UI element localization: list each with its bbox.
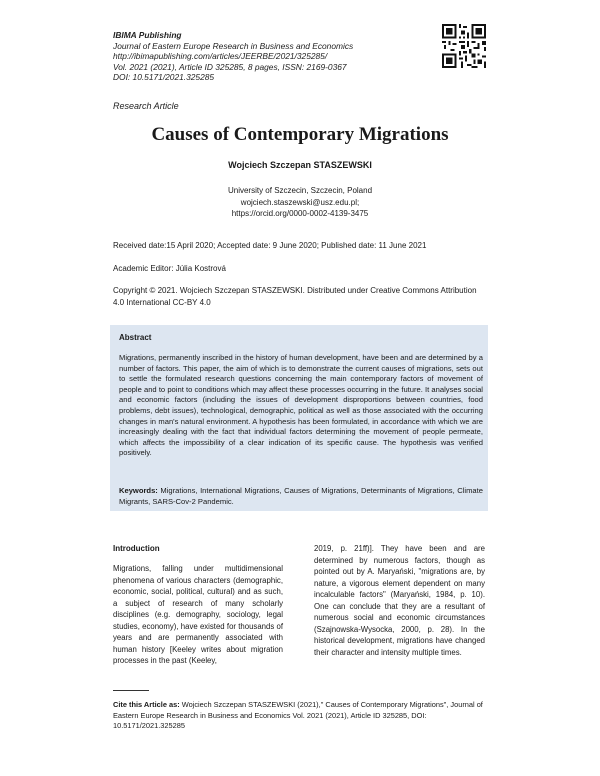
author-orcid[interactable]: https://orcid.org/0000-0002-4139-3475 <box>231 209 369 218</box>
introduction-column-1: Migrations, falling under multidimensional phenomena of various characters (demographic, economic, social, political, cultural) and as such, a subject of research of many scholarly disciplines (e.g. demography, sociology, legal studies, economy), have existed for thousands of years and are permanently associated with human history [Keeley writes about migration processes in the past (Keeley, <box>113 564 283 665</box>
introduction-heading: Introduction <box>113 544 160 553</box>
publisher-name: IBIMA Publishing <box>113 30 182 40</box>
article-url[interactable]: http://ibimapublishing.com/articles/JEERBE/2021/325285/ <box>113 51 328 62</box>
abstract-text: Migrations, permanently inscribed in the history of human development, have been and are determined by a number of factors. This paper, the aim of which is to demonstrate the current causes of migrations, sets out to settle the formulated research questions concerning the main contemporary factors of movement of people and to point to conditions which may affect these processes occurring in the future. It analyses social and economic factors (including the issues of development disproportions between countries, food problems, debt issues), technological, demographic, political as well as those associated with the occurring changes in man's natural environment. A hypothesis has been formulated, in accordance with which we are increasingly dealing with the fact that individual factors determining the movement of people permeate, which affects the impossibility of a clear indication of its specific cause. The hypothesis was verified positively. <box>119 353 483 458</box>
doi: DOI: 10.5171/2021.325285 <box>113 72 215 83</box>
keywords-list: Migrations, International Migrations, Causes of Migrations, Determinants of Migrations, Climate Migrants, SARS-Cov-2 Pandemic. <box>119 486 483 506</box>
abstract-heading: Abstract <box>119 333 152 342</box>
footnote-divider <box>113 690 149 691</box>
citation <box>113 700 488 732</box>
journal-header <box>113 30 443 83</box>
article-type: Research Article <box>113 101 179 111</box>
citation-label: Cite this Article as: <box>113 700 180 709</box>
publication-dates: Received date:15 April 2020; Accepted date: 9 June 2020; Published date: 11 June 2021 <box>113 241 427 250</box>
keywords-label: Keywords: <box>119 486 158 495</box>
author-affiliation <box>0 185 600 220</box>
citation-text: Wojciech Szczepan STASZEWSKI (2021)," Causes of Contemporary Migrations", Journal of Eastern Europe Research in Business and Economics Vol. 2021 (2021), Article ID 325285, DOI: 10.5171/2021.325285 <box>113 700 483 730</box>
keywords <box>119 486 483 507</box>
introduction-column-2: 2019, p. 21ff)]. They have been and are determined by numerous factors, though as pointed out by A. Maryański, "migrations are, by nature, a vigorous element dependent on many incalculable factors" (Maryański, 1984, p. 10). One can conclude that they are a resultant of numerous social and economic circumstances (Szajnowska-Wysocka, 2000, p. 28). In the historical development, migrations have changed their character and intensity multiple times. <box>314 544 485 657</box>
author-email[interactable]: wojciech.staszewski@usz.edu.pl; <box>240 197 360 207</box>
copyright-notice: Copyright © 2021. Wojciech Szczepan STASZEWSKI. Distributed under Creative Commons Attribution 4.0 International CC-BY 4.0 <box>113 286 477 307</box>
volume-info: Vol. 2021 (2021), Article ID 325285, 8 pages, ISSN: 2169-0367 <box>113 61 347 72</box>
author-name: Wojciech Szczepan STASZEWSKI <box>228 160 372 170</box>
affiliation-university: University of Szczecin, Szczecin, Poland <box>227 186 373 195</box>
article-title: Causes of Contemporary Migrations <box>151 124 449 145</box>
academic-editor: Academic Editor: Júlia Kostrová <box>113 264 226 273</box>
qr-code-icon <box>442 24 486 68</box>
journal-name: Journal of Eastern Europe Research in Business and Economics <box>113 40 354 51</box>
